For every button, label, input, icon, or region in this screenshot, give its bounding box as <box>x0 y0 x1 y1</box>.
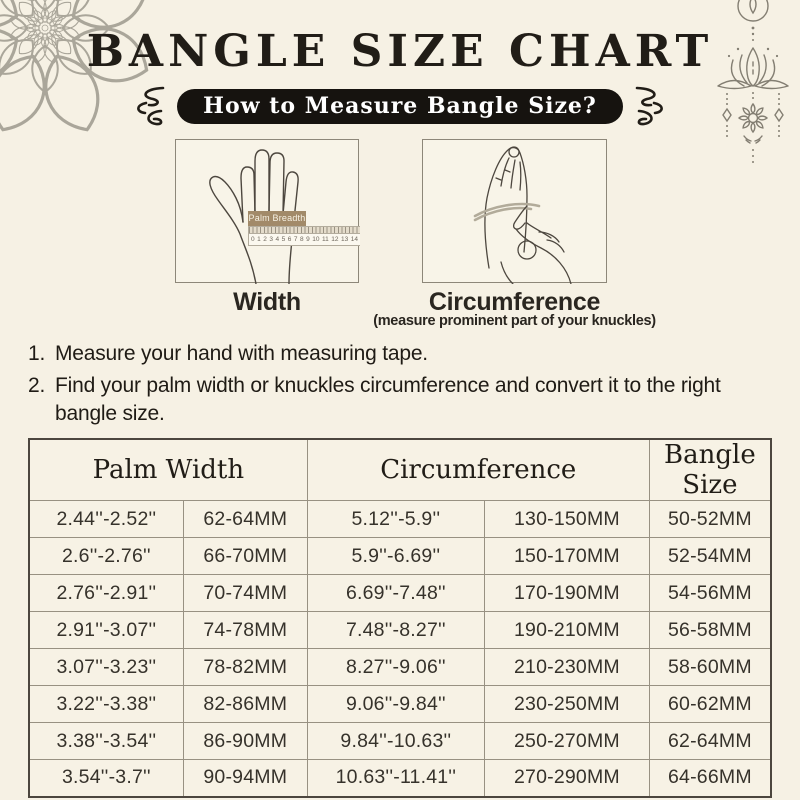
table-cell: 62-64MM <box>649 723 771 760</box>
size-table <box>28 438 772 798</box>
table-cell: 3.38''-3.54'' <box>29 723 183 760</box>
ruler-number: 6 <box>287 236 292 243</box>
ruler-number: 13 <box>340 236 349 243</box>
ruler-number: 2 <box>263 236 267 243</box>
table-row <box>29 723 771 760</box>
circumference-illustration-box <box>422 139 607 283</box>
instruction-2 <box>28 372 744 427</box>
instruction-1-number: 1. <box>28 342 46 365</box>
table-cell: 6.69''-7.48'' <box>307 575 484 612</box>
table-cell: 90-94MM <box>183 760 307 797</box>
table-cell: 52-54MM <box>649 538 771 575</box>
header-bangle-size: Bangle Size <box>649 439 771 501</box>
table-cell: 86-90MM <box>183 723 307 760</box>
header-palm-width: Palm Width <box>29 439 307 501</box>
table-cell: 130-150MM <box>485 501 650 538</box>
instruction-2-number: 2. <box>28 374 46 398</box>
width-caption: Width <box>233 288 301 316</box>
table-cell: 5.9''-6.69'' <box>307 538 484 575</box>
table-cell: 64-66MM <box>649 760 771 797</box>
ruler-number: 11 <box>321 236 329 243</box>
table-cell: 2.44''-2.52'' <box>29 501 183 538</box>
ruler-number: 14 <box>350 236 358 243</box>
ruler-number: 9 <box>306 236 310 243</box>
table-cell: 9.06''-9.84'' <box>307 686 484 723</box>
palm-breadth-label: Palm Breadth <box>248 211 306 226</box>
circumference-subcaption: (measure prominent part of your knuckles) <box>373 313 656 329</box>
circumference-caption: Circumference <box>428 288 601 316</box>
table-cell: 270-290MM <box>485 760 650 797</box>
flourish-left-icon <box>131 84 167 128</box>
ruler-number: 8 <box>300 236 304 243</box>
table-cell: 78-82MM <box>183 649 307 686</box>
ruler-number: 1 <box>257 236 261 243</box>
table-cell: 62-64MM <box>183 501 307 538</box>
ruler-number: 3 <box>269 236 273 243</box>
ruler-number: 4 <box>275 236 280 243</box>
table-header-row <box>29 439 771 501</box>
table-cell: 3.22''-3.38'' <box>29 686 183 723</box>
table-cell: 210-230MM <box>485 649 650 686</box>
instruction-2-text: Find your palm width or knuckles circumference and convert it to the right bangle size. <box>55 374 721 425</box>
table-cell: 2.76''-2.91'' <box>29 575 183 612</box>
page-title: BANGLE SIZE CHART <box>86 26 714 77</box>
table-cell: 58-60MM <box>649 649 771 686</box>
instructions-list <box>28 340 744 432</box>
ruler-number: 0 <box>251 236 255 243</box>
table-cell: 74-78MM <box>183 612 307 649</box>
header-circumference: Circumference <box>307 439 649 501</box>
table-cell: 3.54''-3.7'' <box>29 760 183 797</box>
table-cell: 56-58MM <box>649 612 771 649</box>
table-cell: 9.84''-10.63'' <box>307 723 484 760</box>
table-cell: 2.91''-3.07'' <box>29 612 183 649</box>
table-cell: 2.6''-2.76'' <box>29 538 183 575</box>
table-cell: 7.48''-8.27'' <box>307 612 484 649</box>
table-row <box>29 686 771 723</box>
table-cell: 3.07''-3.23'' <box>29 649 183 686</box>
banner-row <box>0 86 800 126</box>
ruler-ticks <box>249 227 360 234</box>
table-cell: 50-52MM <box>649 501 771 538</box>
width-illustration-box <box>175 139 359 283</box>
instruction-1 <box>28 340 744 367</box>
table-row <box>29 538 771 575</box>
table-cell: 250-270MM <box>485 723 650 760</box>
table-cell: 8.27''-9.06'' <box>307 649 484 686</box>
hand-circumference-illustration-icon <box>423 140 608 284</box>
table-cell: 70-74MM <box>183 575 307 612</box>
ruler-number: 10 <box>312 236 320 243</box>
table-cell: 230-250MM <box>485 686 650 723</box>
table-cell: 10.63''-11.41'' <box>307 760 484 797</box>
table-row <box>29 612 771 649</box>
ruler-number: 7 <box>293 236 298 243</box>
table-cell: 5.12''-5.9'' <box>307 501 484 538</box>
ruler-numbers <box>249 234 360 245</box>
table-cell: 150-170MM <box>485 538 650 575</box>
table-cell: 66-70MM <box>183 538 307 575</box>
ruler <box>248 226 360 246</box>
size-table-body <box>29 501 771 797</box>
ruler-number: 12 <box>331 236 339 243</box>
instruction-1-text: Measure your hand with measuring tape. <box>55 342 428 365</box>
flourish-right-icon <box>633 84 669 128</box>
table-cell: 54-56MM <box>649 575 771 612</box>
table-cell: 190-210MM <box>485 612 650 649</box>
table-row <box>29 649 771 686</box>
ruler-number: 5 <box>281 236 286 243</box>
table-row <box>29 760 771 797</box>
table-cell: 82-86MM <box>183 686 307 723</box>
table-row <box>29 501 771 538</box>
table-cell: 170-190MM <box>485 575 650 612</box>
table-row <box>29 575 771 612</box>
how-to-measure-banner: How to Measure Bangle Size? <box>177 89 623 124</box>
table-cell: 60-62MM <box>649 686 771 723</box>
